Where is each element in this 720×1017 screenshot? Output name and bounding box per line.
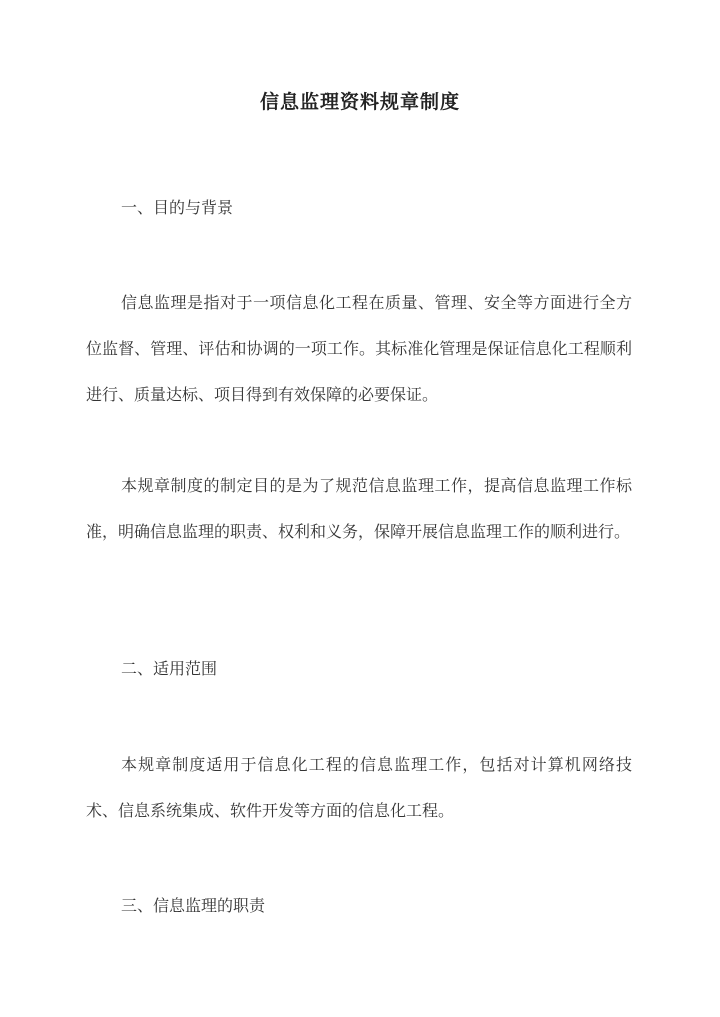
- paragraph-scope: 本规章制度适用于信息化工程的信息监理工作，包括对计算机网络技术、信息系统集成、软件开发等方面的信息化工程。: [86, 755, 632, 820]
- document-title: 信息监理资料规章制度: [259, 91, 460, 113]
- section-heading-responsibilities: 三、信息监理的职责: [121, 896, 266, 915]
- paragraph-purpose: 本规章制度的制定目的是为了规范信息监理工作，提高信息监理工作标准，明确信息监理的职责、权利和义务，保障开展信息监理工作的顺利进行。: [86, 476, 632, 541]
- paragraph-definition: 信息监理是指对于一项信息化工程在质量、管理、安全等方面进行全方位监督、管理、评估和协调的一项工作。其标准化管理是保证信息化工程顺利进行、质量达标、项目得到有效保障的必要保证。: [86, 293, 632, 404]
- section-heading-purpose: 一、目的与背景: [121, 198, 234, 217]
- section-heading-scope: 二、适用范围: [121, 659, 218, 678]
